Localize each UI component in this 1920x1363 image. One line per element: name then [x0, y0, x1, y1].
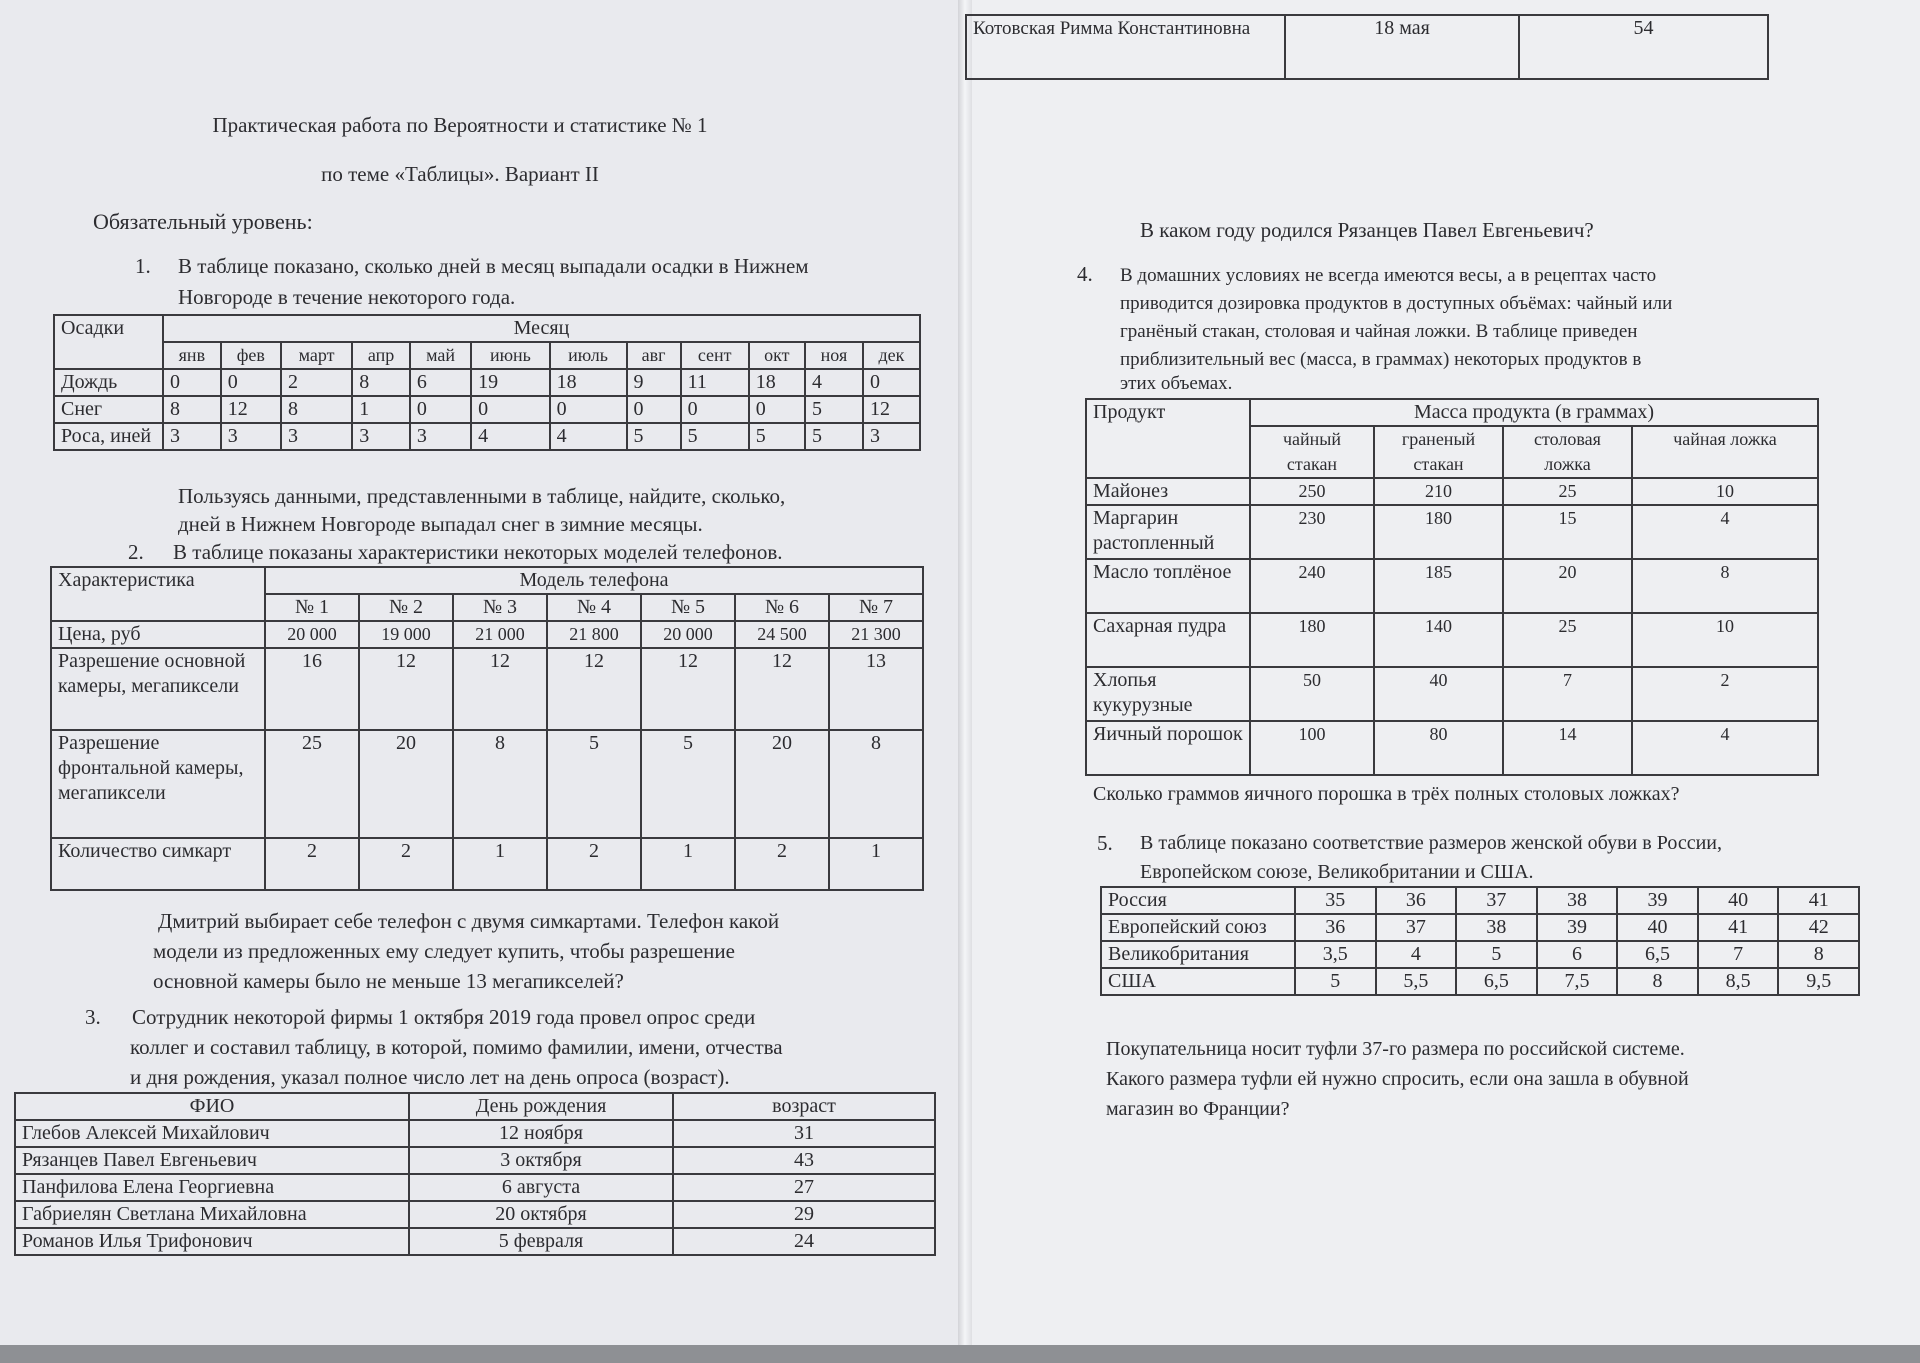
table-cell: 13 — [829, 648, 923, 730]
q5-text-line2: Европейском союзе, Великобритании и США. — [1140, 861, 1534, 883]
table-cell: 4 — [1632, 721, 1818, 775]
model-header: № 4 — [547, 594, 641, 621]
table-cell: 5 — [1295, 968, 1376, 995]
precipitation-table — [53, 314, 921, 451]
table-cell: 20 — [359, 730, 453, 838]
q4-text-line5: этих объемах. — [1120, 373, 1233, 394]
row-label: Яичный порошок — [1086, 721, 1250, 775]
row-label: Разрешение фронтальной камеры, мегапиксели — [51, 730, 265, 838]
table-row — [1101, 941, 1859, 968]
model-header: № 2 — [359, 594, 453, 621]
table-cell: 11 — [681, 369, 749, 396]
q4-question: Сколько граммов яичного порошка в трёх полных столовых ложках? — [1093, 783, 1680, 805]
table-cell: 4 — [471, 423, 549, 450]
table-cell: 250 — [1250, 478, 1374, 505]
table-cell: 230 — [1250, 505, 1374, 559]
table-cell: 8 — [1632, 559, 1818, 613]
table-row — [1086, 613, 1818, 667]
table-row — [15, 1228, 935, 1255]
page-fold — [958, 0, 972, 1345]
table-cell: 5 — [805, 396, 863, 423]
table-row — [1101, 887, 1859, 914]
table-cell: 14 — [1503, 721, 1632, 775]
table-cell: 0 — [863, 369, 920, 396]
table-group-header: Масса продукта (в граммах) — [1250, 399, 1818, 426]
table-cell: 4 — [1376, 941, 1457, 968]
table-cell: 8 — [1617, 968, 1698, 995]
table-cell: 29 — [673, 1201, 935, 1228]
table-corner: Характеристика — [51, 567, 265, 621]
row-label: Дождь — [54, 369, 163, 396]
table-cell: 5 — [547, 730, 641, 838]
q3-text-line2: коллег и составил таблицу, в которой, помимо фамилии, имени, отчества — [130, 1035, 783, 1059]
table-cell: 18 мая — [1285, 15, 1519, 79]
worksheet-subtitle: по теме «Таблицы». Вариант II — [321, 162, 599, 186]
table-corner: Продукт — [1086, 399, 1250, 478]
table-cell: 25 — [1503, 478, 1632, 505]
level-heading: Обязательный уровень: — [93, 209, 313, 234]
table-cell: 2 — [359, 838, 453, 890]
column-header: столовая ложка — [1503, 426, 1632, 478]
table-cell: 25 — [1503, 613, 1632, 667]
q4-text-line2: приводится дозировка продуктов в доступных объёмах: чайный или — [1120, 293, 1673, 314]
table-cell: 80 — [1374, 721, 1503, 775]
table-cell: 12 — [221, 396, 281, 423]
survey-table — [14, 1092, 936, 1256]
q1-text-line2: Новгороде в течение некоторого года. — [178, 285, 516, 309]
table-cell: 5 — [681, 423, 749, 450]
table-cell: 3 — [221, 423, 281, 450]
row-label: Сахарная пудра — [1086, 613, 1250, 667]
q2-task-line3: основной камеры было не меньше 13 мегапикселей? — [153, 969, 624, 993]
table-cell: 210 — [1374, 478, 1503, 505]
table-cell: 6,5 — [1617, 941, 1698, 968]
table-cell: 50 — [1250, 667, 1374, 721]
table-cell: 0 — [410, 396, 471, 423]
table-row — [51, 838, 923, 890]
table-cell: 3 октября — [409, 1147, 673, 1174]
table-row — [1086, 559, 1818, 613]
table-row — [1101, 968, 1859, 995]
row-label: Великобритания — [1101, 941, 1295, 968]
table-cell: 19 — [471, 369, 549, 396]
month-header: сент — [681, 342, 749, 369]
table-cell: Романов Илья Трифонович — [15, 1228, 409, 1255]
table-cell: 9 — [627, 369, 681, 396]
q1-text-line1: В таблице показано, сколько дней в месяц выпадали осадки в Нижнем — [178, 254, 809, 278]
table-cell: Панфилова Елена Георгиевна — [15, 1174, 409, 1201]
table-cell: 19 000 — [359, 621, 453, 648]
month-header: янв — [163, 342, 221, 369]
q4-text-line4: приблизительный вес (масса, в граммах) некоторых продуктов в — [1120, 349, 1642, 370]
q5-task-line2: Какого размера туфли ей нужно спросить, если она зашла в обувной — [1106, 1068, 1689, 1090]
table-cell: 3 — [863, 423, 920, 450]
table-row — [15, 1147, 935, 1174]
table-cell: 40 — [1698, 887, 1779, 914]
table-cell: 9,5 — [1778, 968, 1859, 995]
month-header: апр — [352, 342, 410, 369]
table-row — [1086, 505, 1818, 559]
table-cell: 18 — [749, 369, 805, 396]
table-cell: 100 — [1250, 721, 1374, 775]
shoe-sizes-table — [1100, 886, 1860, 996]
table-cell: 4 — [550, 423, 627, 450]
month-header: июль — [550, 342, 627, 369]
month-header: авг — [627, 342, 681, 369]
q3-number: 3. — [85, 1005, 101, 1029]
table-cell: Глебов Алексей Михайлович — [15, 1120, 409, 1147]
worksheet-title: Практическая работа по Вероятности и статистике № 1 — [212, 113, 708, 137]
month-header: июнь — [471, 342, 549, 369]
month-header: дек — [863, 342, 920, 369]
table-cell: 0 — [471, 396, 549, 423]
table-cell: 10 — [1632, 478, 1818, 505]
table-cell: 5 февраля — [409, 1228, 673, 1255]
q2-text-line1: В таблице показаны характеристики некоторых моделей телефонов. — [173, 540, 783, 564]
model-header: № 1 — [265, 594, 359, 621]
row-label: Масло топлёное — [1086, 559, 1250, 613]
q5-number: 5. — [1097, 831, 1113, 855]
table-cell: 25 — [265, 730, 359, 838]
table-cell: 39 — [1617, 887, 1698, 914]
table-cell: 10 — [1632, 613, 1818, 667]
table-cell: 12 — [359, 648, 453, 730]
table-cell: 20 000 — [641, 621, 735, 648]
table-cell: 8 — [352, 369, 410, 396]
table-cell: 40 — [1617, 914, 1698, 941]
table-cell: 20 000 — [265, 621, 359, 648]
table-cell: 12 — [453, 648, 547, 730]
products-table — [1085, 398, 1819, 776]
table-cell: 37 — [1456, 887, 1537, 914]
table-cell: 2 — [265, 838, 359, 890]
table-cell: 1 — [641, 838, 735, 890]
table-cell: 6 августа — [409, 1174, 673, 1201]
table-row — [15, 1201, 935, 1228]
table-cell: 2 — [547, 838, 641, 890]
table-cell: 8 — [1778, 941, 1859, 968]
table-cell: 6 — [1537, 941, 1618, 968]
table-cell: 40 — [1374, 667, 1503, 721]
q5-text-line1: В таблице показано соответствие размеров женской обуви в России, — [1140, 832, 1722, 854]
table-cell: 185 — [1374, 559, 1503, 613]
table-cell: 0 — [681, 396, 749, 423]
table-cell: 36 — [1376, 887, 1457, 914]
table-cell: 15 — [1503, 505, 1632, 559]
row-label: США — [1101, 968, 1295, 995]
table-cell: 38 — [1537, 887, 1618, 914]
month-header: фев — [221, 342, 281, 369]
table-row — [54, 423, 920, 450]
q4-text-line1: В домашних условиях не всегда имеются весы, а в рецептах часто — [1120, 265, 1657, 286]
q5-task-line3: магазин во Франции? — [1106, 1098, 1290, 1120]
table-cell: 8 — [163, 396, 221, 423]
table-cell: 12 — [547, 648, 641, 730]
q3-text-line1: Сотрудник некоторой фирмы 1 октября 2019 года провел опрос среди — [132, 1005, 756, 1029]
table-cell: 12 — [641, 648, 735, 730]
q4-number: 4. — [1077, 262, 1093, 286]
column-header: возраст — [673, 1093, 935, 1120]
table-cell: 0 — [749, 396, 805, 423]
table-cell: 24 — [673, 1228, 935, 1255]
table-cell: 8 — [281, 396, 352, 423]
table-row — [1086, 721, 1818, 775]
table-cell: 18 — [550, 369, 627, 396]
column-header: ФИО — [15, 1093, 409, 1120]
survey-table-continued — [965, 14, 1769, 80]
table-cell: 21 300 — [829, 621, 923, 648]
phones-table — [50, 566, 924, 891]
q3-text-line3: и дня рождения, указал полное число лет на день опроса (возраст). — [130, 1065, 730, 1089]
column-header: граненый стакан — [1374, 426, 1503, 478]
table-cell: 16 — [265, 648, 359, 730]
month-header: май — [410, 342, 471, 369]
table-corner: Осадки — [54, 315, 163, 369]
row-label: Европейский союз — [1101, 914, 1295, 941]
month-header: ноя — [805, 342, 863, 369]
table-cell: 43 — [673, 1147, 935, 1174]
table-cell: 240 — [1250, 559, 1374, 613]
table-cell: 21 000 — [453, 621, 547, 648]
table-cell: 4 — [805, 369, 863, 396]
table-cell: 5 — [641, 730, 735, 838]
row-label: Роса, иней — [54, 423, 163, 450]
table-cell: 1 — [453, 838, 547, 890]
table-group-header: Модель телефона — [265, 567, 923, 594]
table-cell: 20 — [735, 730, 829, 838]
table-cell: 20 октября — [409, 1201, 673, 1228]
table-cell: 8,5 — [1698, 968, 1779, 995]
table-cell: 36 — [1295, 914, 1376, 941]
q2-number: 2. — [128, 540, 144, 564]
table-cell: 8 — [829, 730, 923, 838]
table-row — [966, 15, 1768, 79]
row-label: Майонез — [1086, 478, 1250, 505]
table-cell: 6 — [410, 369, 471, 396]
table-cell: 54 — [1519, 15, 1768, 79]
table-cell: Габриелян Светлана Михайловна — [15, 1201, 409, 1228]
table-cell: 3 — [281, 423, 352, 450]
table-cell: 38 — [1456, 914, 1537, 941]
table-group-header: Месяц — [163, 315, 920, 342]
table-cell: Котовская Римма Константиновна — [966, 15, 1285, 79]
row-label: Хлопья кукурузные — [1086, 667, 1250, 721]
row-label: Цена, руб — [51, 621, 265, 648]
model-header: № 5 — [641, 594, 735, 621]
column-header: чайная ложка — [1632, 426, 1818, 478]
q5-task-line1: Покупательница носит туфли 37-го размера по российской системе. — [1106, 1038, 1685, 1060]
table-cell: 21 800 — [547, 621, 641, 648]
column-header: чайный стакан — [1250, 426, 1374, 478]
table-cell: 3 — [352, 423, 410, 450]
table-cell: 2 — [1632, 667, 1818, 721]
row-label: Количество симкарт — [51, 838, 265, 890]
q2-task-line1: Дмитрий выбирает себе телефон с двумя симкартами. Телефон какой — [158, 909, 780, 933]
table-cell: 3,5 — [1295, 941, 1376, 968]
table-cell: 35 — [1295, 887, 1376, 914]
q3-question: В каком году родился Рязанцев Павел Евгеньевич? — [1140, 218, 1594, 242]
table-cell: 12 ноября — [409, 1120, 673, 1147]
table-cell: 0 — [163, 369, 221, 396]
table-row — [54, 396, 920, 423]
table-cell: 12 — [863, 396, 920, 423]
table-cell: 39 — [1537, 914, 1618, 941]
q1-task-line1: Пользуясь данными, представленными в таблице, найдите, сколько, — [178, 484, 786, 508]
table-cell: 37 — [1376, 914, 1457, 941]
row-label: Разрешение основной камеры, мегапиксели — [51, 648, 265, 730]
table-cell: 5 — [749, 423, 805, 450]
table-cell: 3 — [163, 423, 221, 450]
table-cell: 0 — [627, 396, 681, 423]
model-header: № 6 — [735, 594, 829, 621]
table-cell: 180 — [1374, 505, 1503, 559]
table-cell: 180 — [1250, 613, 1374, 667]
table-cell: 5,5 — [1376, 968, 1457, 995]
table-cell: 2 — [735, 838, 829, 890]
table-cell: 42 — [1778, 914, 1859, 941]
q4-text-line3: гранёный стакан, столовая и чайная ложки. В таблице приведен — [1120, 321, 1638, 342]
table-cell: 0 — [221, 369, 281, 396]
table-cell: Рязанцев Павел Евгеньевич — [15, 1147, 409, 1174]
table-row — [15, 1120, 935, 1147]
q2-task-line2: модели из предложенных ему следует купить, чтобы разрешение — [153, 939, 735, 963]
table-cell: 24 500 — [735, 621, 829, 648]
model-header: № 3 — [453, 594, 547, 621]
table-row — [1101, 914, 1859, 941]
table-cell: 41 — [1778, 887, 1859, 914]
table-cell: 1 — [352, 396, 410, 423]
table-cell: 7,5 — [1537, 968, 1618, 995]
row-label: Снег — [54, 396, 163, 423]
table-cell: 27 — [673, 1174, 935, 1201]
table-cell: 140 — [1374, 613, 1503, 667]
table-cell: 5 — [805, 423, 863, 450]
q1-task-line2: дней в Нижнем Новгороде выпадал снег в зимние месяцы. — [178, 512, 703, 536]
table-cell: 1 — [829, 838, 923, 890]
table-cell: 3 — [410, 423, 471, 450]
table-row — [51, 621, 923, 648]
table-cell: 5 — [1456, 941, 1537, 968]
month-header: окт — [749, 342, 805, 369]
table-cell: 2 — [281, 369, 352, 396]
row-label: Россия — [1101, 887, 1295, 914]
table-cell: 7 — [1698, 941, 1779, 968]
table-cell: 4 — [1632, 505, 1818, 559]
table-row — [1086, 667, 1818, 721]
table-cell: 8 — [453, 730, 547, 838]
table-row — [1086, 478, 1818, 505]
table-cell: 31 — [673, 1120, 935, 1147]
column-header: День рождения — [409, 1093, 673, 1120]
table-cell: 20 — [1503, 559, 1632, 613]
table-cell: 7 — [1503, 667, 1632, 721]
table-row — [15, 1174, 935, 1201]
table-row — [51, 730, 923, 838]
table-cell: 0 — [550, 396, 627, 423]
table-cell: 5 — [627, 423, 681, 450]
row-label: Маргарин растопленный — [1086, 505, 1250, 559]
q1-number: 1. — [135, 254, 151, 278]
month-header: март — [281, 342, 352, 369]
table-row — [51, 648, 923, 730]
model-header: № 7 — [829, 594, 923, 621]
table-cell: 6,5 — [1456, 968, 1537, 995]
table-row — [54, 369, 920, 396]
table-cell: 12 — [735, 648, 829, 730]
table-cell: 41 — [1698, 914, 1779, 941]
